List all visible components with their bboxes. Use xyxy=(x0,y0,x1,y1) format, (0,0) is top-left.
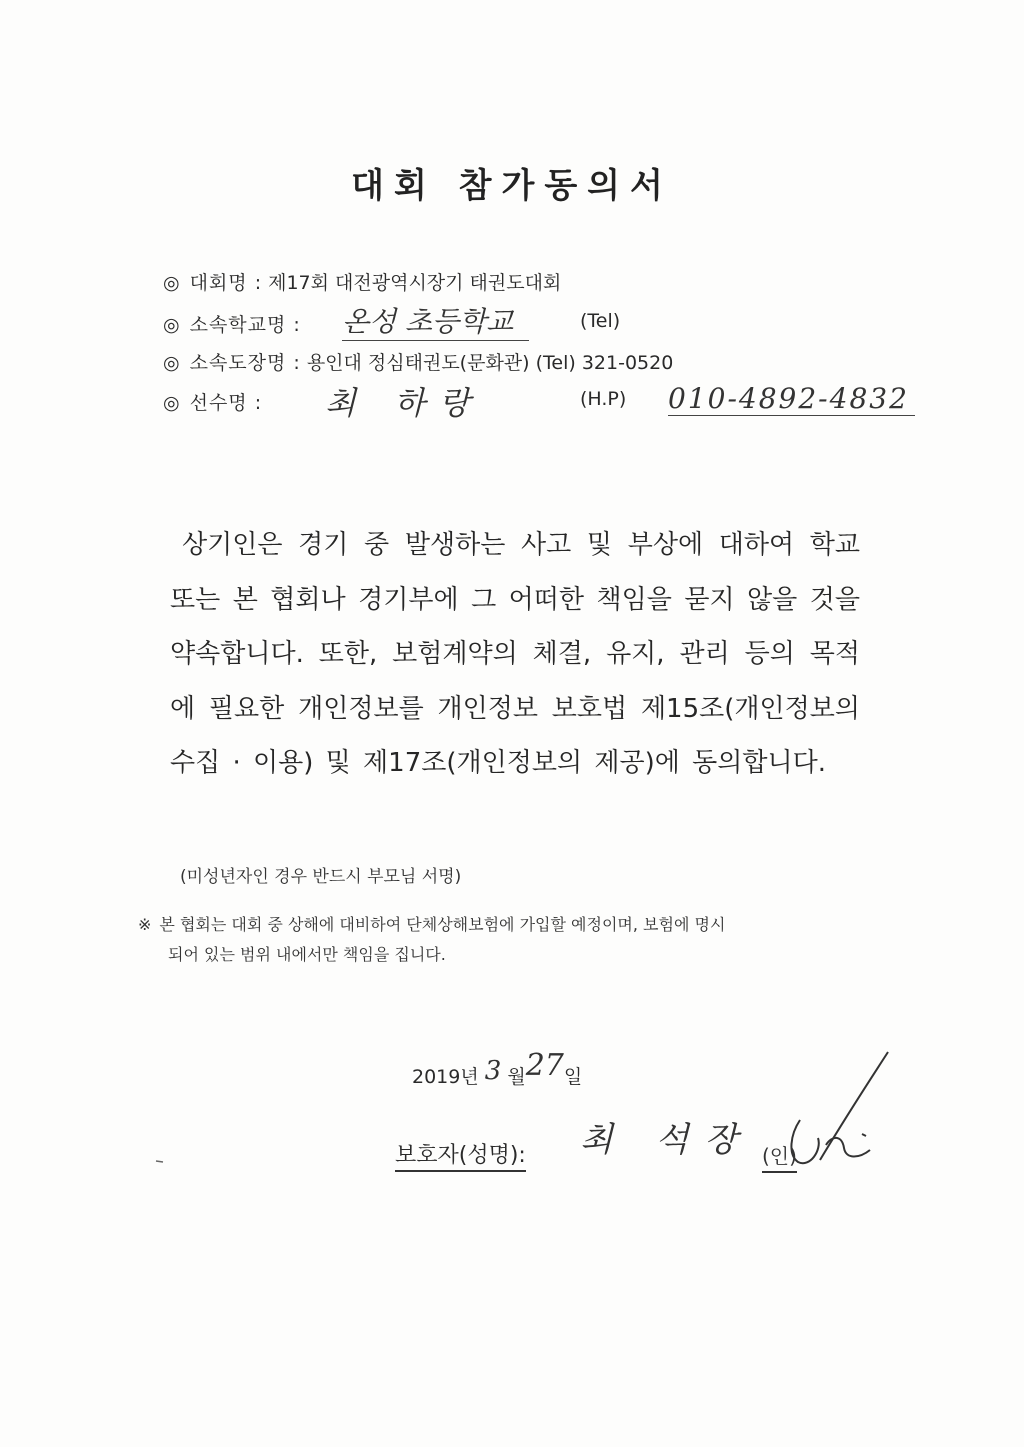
dojang-label: 소속도장명 : xyxy=(189,352,301,374)
date-day-handwritten: 27 xyxy=(525,1048,564,1083)
handwritten-signature xyxy=(760,1050,900,1180)
signature-date xyxy=(412,1048,583,1091)
consent-body-text: 상기인은 경기 중 발생하는 사고 및 부상에 대하여 학교 또는 본 협회나 경기부에 그 어떠한 책임을 묻지 않을 것을 약속합니다. 또한, 보험계약의 체결, 유지, 관리 등의 목적에 필요한 개인정보를 개인정보 보호법 제15조(개인정보의 수집 · 이용) 및 제17조(개인정보의 제공)에 동의합니다. xyxy=(170,530,860,778)
insurance-notice xyxy=(138,910,898,970)
athlete-handwritten-phone: 010-4892-4832 xyxy=(668,382,915,416)
field-school xyxy=(163,310,301,337)
guardian-signature-row xyxy=(395,1138,526,1169)
notice-line-1: 본 협회는 대회 중 상해에 대비하여 단체상해보험에 가입할 예정이며, 보험에 명시 xyxy=(159,915,726,934)
school-tel-label: (Tel) xyxy=(580,310,621,332)
notice-line-2: 되어 있는 범위 내에서만 책임을 집니다. xyxy=(168,945,446,964)
athlete-hp-label: (H.P) xyxy=(580,388,627,410)
field-athlete xyxy=(163,388,262,415)
field-event xyxy=(163,268,561,295)
seal-mark: (인) xyxy=(762,1140,797,1173)
guardian-label: 보호자(성명): xyxy=(395,1143,526,1172)
bullet-icon: ◎ xyxy=(163,314,180,336)
bullet-icon: ◎ xyxy=(163,392,180,414)
bullet-icon: ◎ xyxy=(163,352,180,374)
event-label: 대회명 : xyxy=(189,272,263,294)
guardian-handwritten-name: 최 석장 xyxy=(580,1120,754,1160)
date-month-handwritten: 3 xyxy=(484,1056,502,1086)
date-day-label: 일 xyxy=(563,1066,583,1088)
school-label: 소속학교명 : xyxy=(189,314,301,336)
minor-note: (미성년자인 경우 반드시 부모님 서명) xyxy=(180,867,462,887)
athlete-label: 선수명 : xyxy=(189,392,263,414)
field-dojang xyxy=(163,348,673,375)
reference-mark-icon: ※ xyxy=(138,915,152,934)
date-year: 2019년 xyxy=(412,1066,479,1088)
dojang-value: 용인대 정심태권도(문화관) (Tel) 321-0520 xyxy=(306,352,674,374)
athlete-handwritten-name: 최 하랑 xyxy=(325,384,484,422)
school-handwritten-value: 온성 초등학교 xyxy=(342,300,529,341)
stray-mark xyxy=(155,1158,165,1164)
document-title: 대회 참가동의서 xyxy=(351,166,673,206)
event-value: 제17회 대전광역시장기 태권도대회 xyxy=(268,272,562,294)
date-month-label: 월 xyxy=(507,1066,526,1088)
bullet-icon: ◎ xyxy=(163,272,180,294)
